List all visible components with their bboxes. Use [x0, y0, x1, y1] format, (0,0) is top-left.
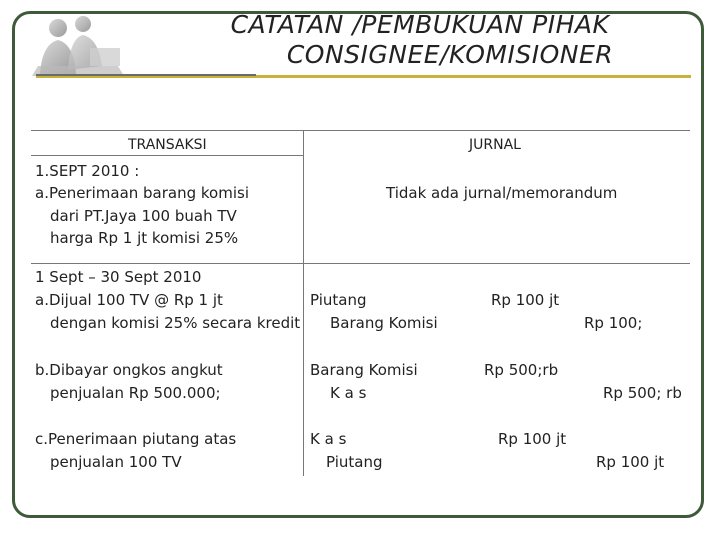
row-divider: [31, 263, 690, 264]
row4-debit-account: K a s: [310, 430, 347, 448]
row3-credit-amount: Rp 500; rb: [603, 384, 682, 402]
row2-credit-account: Barang Komisi: [330, 314, 438, 332]
title-underline-accent: [36, 74, 256, 76]
row1-line: dari PT.Jaya 100 buah TV: [50, 207, 237, 225]
row2-line: a.Dijual 100 TV @ Rp 1 jt: [35, 291, 223, 309]
header-transaksi: TRANSAKSI: [128, 137, 207, 153]
row2-line: dengan komisi 25% secara kredit: [50, 314, 301, 332]
row1-line: harga Rp 1 jt komisi 25%: [50, 229, 239, 247]
row4-credit-account: Piutang: [326, 453, 383, 471]
table-top-border: [31, 130, 690, 131]
row2-line: 1 Sept – 30 Sept 2010: [35, 268, 202, 286]
slide-title-line1: CATATAN /PEMBUKUAN PIHAK: [230, 10, 610, 39]
row3-line: b.Dibayar ongkos angkut: [35, 361, 223, 379]
business-people-logo-icon: [28, 14, 128, 80]
row1-line: a.Penerimaan barang komisi: [35, 184, 249, 202]
row4-debit-amount: Rp 100 jt: [498, 430, 567, 448]
row1-journal-note: Tidak ada jurnal/memorandum: [386, 184, 618, 202]
table-column-divider: [303, 130, 304, 476]
row3-credit-account: K a s: [330, 384, 367, 402]
row3-debit-amount: Rp 500;rb: [484, 361, 559, 379]
header-jurnal: JURNAL: [469, 137, 521, 153]
slide-title-line2: CONSIGNEE/KOMISIONER: [286, 40, 614, 69]
row1-date: 1.SEPT 2010 :: [35, 162, 140, 180]
row2-debit-amount: Rp 100 jt: [491, 291, 560, 309]
row4-line: c.Penerimaan piutang atas: [35, 430, 237, 448]
journal-table: [31, 130, 690, 476]
row2-credit-amount: Rp 100;: [584, 314, 643, 332]
row3-debit-account: Barang Komisi: [310, 361, 418, 379]
slide-title: [140, 10, 700, 70]
row2-debit-account: Piutang: [310, 291, 367, 309]
row4-credit-amount: Rp 100 jt: [596, 453, 665, 471]
row3-line: penjualan Rp 500.000;: [50, 384, 221, 402]
row4-line: penjualan 100 TV: [50, 453, 182, 471]
